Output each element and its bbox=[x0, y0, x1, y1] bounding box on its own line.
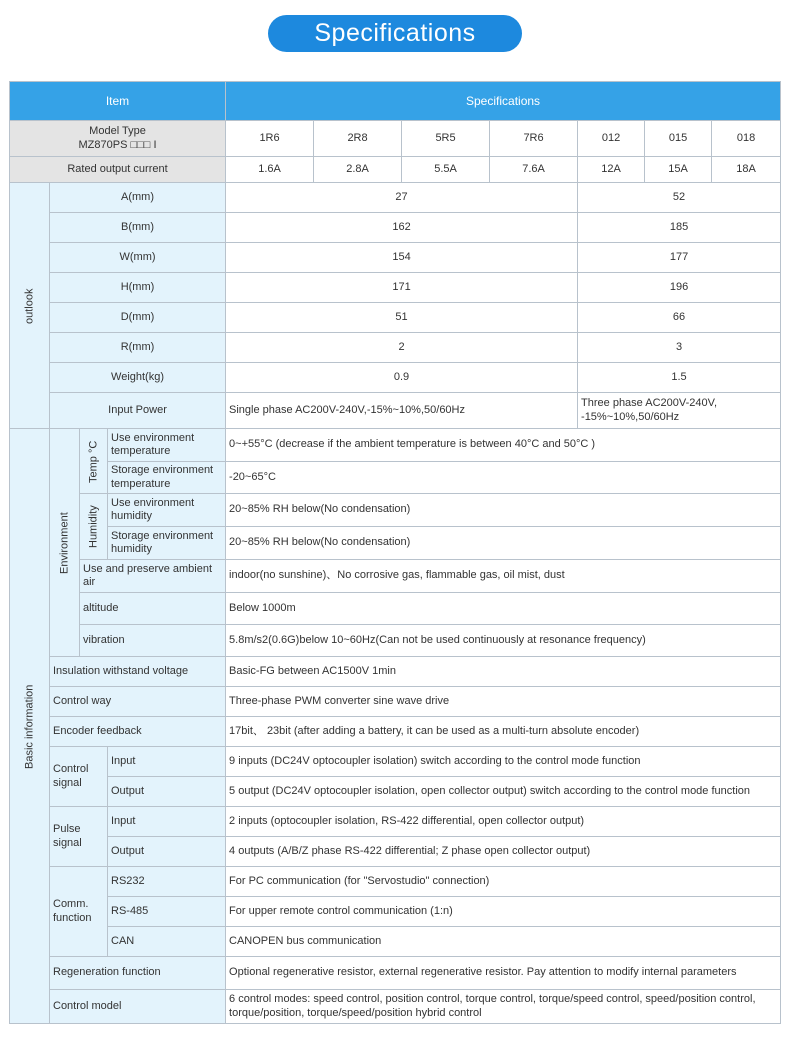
storage-environment-humidity-label: Storage environment humidity bbox=[108, 527, 226, 560]
altitude-value: Below 1000m bbox=[226, 593, 781, 625]
table-row bbox=[10, 837, 781, 867]
item-header: Item bbox=[10, 82, 226, 121]
temp-label: Temp °C bbox=[80, 429, 108, 494]
table-row bbox=[10, 747, 781, 777]
control-signal-input-value: 9 inputs (DC24V optocoupler isolation) switch according to the control mode function bbox=[226, 747, 781, 777]
outlook-row-label: Weight(kg) bbox=[50, 363, 226, 393]
table-row bbox=[10, 867, 781, 897]
table-row bbox=[10, 363, 781, 393]
model-code: 5R5 bbox=[402, 121, 490, 157]
storage-environment-temperature-label: Storage environment temperature bbox=[108, 462, 226, 494]
outlook-large-value: 185 bbox=[578, 213, 781, 243]
input-power-large-line1: Three phase AC200V-240V, bbox=[581, 397, 718, 410]
humidity-label: Humidity bbox=[80, 494, 108, 560]
control-model-label: Control model bbox=[50, 990, 226, 1024]
input-power-large-line2: -15%~10%,50/60Hz bbox=[581, 410, 680, 423]
use-environment-humidity-value: 20~85% RH below(No condensation) bbox=[226, 494, 781, 527]
outlook-large-value: 52 bbox=[578, 183, 781, 213]
pulse-signal-input-value: 2 inputs (optocoupler isolation, RS-422 differential, open collector output) bbox=[226, 807, 781, 837]
model-code: 015 bbox=[645, 121, 712, 157]
control-signal-output-label: Output bbox=[108, 777, 226, 807]
model-code: 2R8 bbox=[314, 121, 402, 157]
regeneration-value: Optional regenerative resistor, external regenerative resistor. Pay attention to modify internal parameters bbox=[226, 957, 781, 990]
control-way-value: Three-phase PWM converter sine wave drive bbox=[226, 687, 781, 717]
pulse-signal-output-label: Output bbox=[108, 837, 226, 867]
outlook-large-value: 1.5 bbox=[578, 363, 781, 393]
altitude-label: altitude bbox=[80, 593, 226, 625]
encoder-feedback-value: 17bit、 23bit (after adding a battery, it can be used as a multi-turn absolute encoder) bbox=[226, 717, 781, 747]
table-row bbox=[10, 393, 781, 429]
pulse-signal-label: Pulse signal bbox=[50, 807, 108, 867]
pulse-signal-input-label: Input bbox=[108, 807, 226, 837]
rated-current-row bbox=[10, 157, 781, 183]
control-signal-input-label: Input bbox=[108, 747, 226, 777]
table-row bbox=[10, 560, 781, 593]
model-type-label bbox=[10, 121, 226, 157]
can-value: CANOPEN bus communication bbox=[226, 927, 781, 957]
rated-current-label: Rated output current bbox=[10, 157, 226, 183]
regeneration-label: Regeneration function bbox=[50, 957, 226, 990]
table-row bbox=[10, 462, 781, 494]
rs232-label: RS232 bbox=[108, 867, 226, 897]
input-power-small-value: Single phase AC200V-240V,-15%~10%,50/60Hz bbox=[226, 393, 578, 429]
table-row bbox=[10, 303, 781, 333]
vibration-value: 5.8m/s2(0.6G)below 10~60Hz(Can not be used continuously at resonance frequency) bbox=[226, 625, 781, 657]
table-row bbox=[10, 807, 781, 837]
pulse-signal-output-value: 4 outputs (A/B/Z phase RS-422 differential; Z phase open collector output) bbox=[226, 837, 781, 867]
outlook-small-value: 171 bbox=[226, 273, 578, 303]
use-environment-temperature-value: 0~+55°C (decrease if the ambient temperature is between 40°C and 50°C ) bbox=[226, 429, 781, 462]
rated-current-value: 5.5A bbox=[402, 157, 490, 183]
page-title: Specifications bbox=[268, 15, 522, 52]
table-row bbox=[10, 273, 781, 303]
vibration-label: vibration bbox=[80, 625, 226, 657]
rated-current-value: 1.6A bbox=[226, 157, 314, 183]
outlook-row-label: R(mm) bbox=[50, 333, 226, 363]
outlook-small-value: 51 bbox=[226, 303, 578, 333]
table-row bbox=[10, 213, 781, 243]
table-row bbox=[10, 897, 781, 927]
outlook-large-value: 196 bbox=[578, 273, 781, 303]
table-row bbox=[10, 990, 781, 1024]
rated-current-value: 18A bbox=[712, 157, 781, 183]
specifications-table bbox=[9, 81, 781, 1024]
rs485-value: For upper remote control communication (1:n) bbox=[226, 897, 781, 927]
control-signal-label: Control signal bbox=[50, 747, 108, 807]
outlook-row-label: D(mm) bbox=[50, 303, 226, 333]
table-row bbox=[10, 333, 781, 363]
rated-current-value: 2.8A bbox=[314, 157, 402, 183]
rated-current-value: 15A bbox=[645, 157, 712, 183]
use-environment-temperature-label: Use environment temperature bbox=[108, 429, 226, 462]
rated-current-value: 12A bbox=[578, 157, 645, 183]
specifications-header: Specifications bbox=[226, 82, 781, 121]
rs485-label: RS-485 bbox=[108, 897, 226, 927]
outlook-row-label: A(mm) bbox=[50, 183, 226, 213]
insulation-value: Basic-FG between AC1500V 1min bbox=[226, 657, 781, 687]
outlook-row-label: B(mm) bbox=[50, 213, 226, 243]
control-way-label: Control way bbox=[50, 687, 226, 717]
outlook-small-value: 27 bbox=[226, 183, 578, 213]
input-power-large-value bbox=[578, 393, 781, 429]
ambient-air-value: indoor(no sunshine)、No corrosive gas, flammable gas, oil mist, dust bbox=[226, 560, 781, 593]
table-row bbox=[10, 625, 781, 657]
storage-environment-humidity-value: 20~85% RH below(No condensation) bbox=[226, 527, 781, 560]
model-code: 018 bbox=[712, 121, 781, 157]
model-type-row bbox=[10, 121, 781, 157]
rated-current-value: 7.6A bbox=[490, 157, 578, 183]
model-type-label-line2: MZ870PS □□□ I bbox=[78, 138, 157, 151]
table-row bbox=[10, 657, 781, 687]
table-row bbox=[10, 183, 781, 213]
outlook-group-label: outlook bbox=[10, 183, 50, 429]
can-label: CAN bbox=[108, 927, 226, 957]
table-row bbox=[10, 717, 781, 747]
rs232-value: For PC communication (for "Servostudio" connection) bbox=[226, 867, 781, 897]
table-row bbox=[10, 687, 781, 717]
outlook-small-value: 154 bbox=[226, 243, 578, 273]
environment-label: Environment bbox=[50, 429, 80, 657]
table-row bbox=[10, 957, 781, 990]
model-code: 012 bbox=[578, 121, 645, 157]
table-row bbox=[10, 243, 781, 273]
outlook-small-value: 0.9 bbox=[226, 363, 578, 393]
input-power-label: Input Power bbox=[50, 393, 226, 429]
encoder-feedback-label: Encoder feedback bbox=[50, 717, 226, 747]
table-row bbox=[10, 494, 781, 527]
comm-function-label: Comm. function bbox=[50, 867, 108, 957]
table-row bbox=[10, 777, 781, 807]
control-model-value: 6 control modes: speed control, position control, torque control, torque/speed control, speed/position control, torque/position, torque/speed/position hybrid control bbox=[226, 990, 781, 1024]
model-type-label-line1: Model Type bbox=[89, 125, 146, 138]
use-environment-humidity-label: Use environment humidity bbox=[108, 494, 226, 527]
basic-information-group-label: Basic information bbox=[10, 429, 50, 1024]
model-code: 1R6 bbox=[226, 121, 314, 157]
outlook-row-label: H(mm) bbox=[50, 273, 226, 303]
table-row bbox=[10, 527, 781, 560]
outlook-large-value: 66 bbox=[578, 303, 781, 333]
table-row bbox=[10, 429, 781, 462]
outlook-small-value: 162 bbox=[226, 213, 578, 243]
header-row bbox=[10, 82, 781, 121]
ambient-air-label: Use and preserve ambient air bbox=[80, 560, 226, 593]
outlook-large-value: 3 bbox=[578, 333, 781, 363]
control-signal-output-value: 5 output (DC24V optocoupler isolation, open collector output) switch according to the control mode function bbox=[226, 777, 781, 807]
outlook-small-value: 2 bbox=[226, 333, 578, 363]
table-row bbox=[10, 927, 781, 957]
table-row bbox=[10, 593, 781, 625]
model-code: 7R6 bbox=[490, 121, 578, 157]
outlook-large-value: 177 bbox=[578, 243, 781, 273]
storage-environment-temperature-value: -20~65°C bbox=[226, 462, 781, 494]
outlook-row-label: W(mm) bbox=[50, 243, 226, 273]
insulation-label: Insulation withstand voltage bbox=[50, 657, 226, 687]
